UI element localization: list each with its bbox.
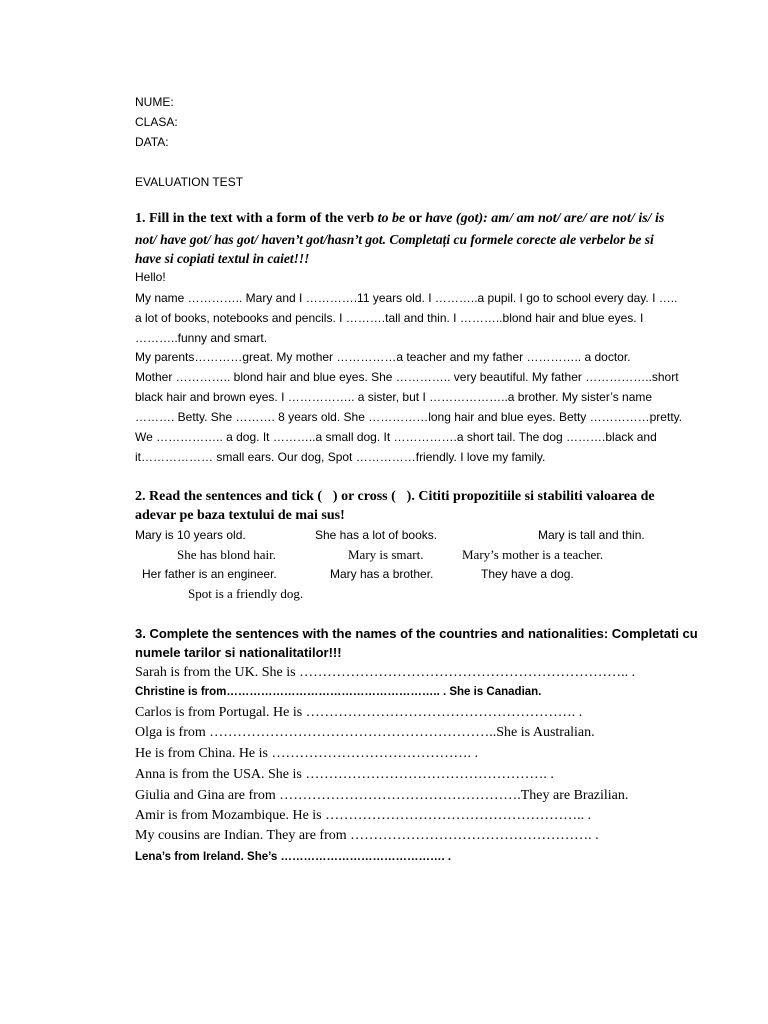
passage-line: it……………… small ears. Our dog, Spot ……………friendly. I love my family. — [135, 450, 546, 464]
s1-l1b: to be — [377, 211, 406, 226]
exercise-item: Carlos is from Portugal. He is …………………………………………………. . — [135, 705, 583, 720]
statement-5: Mary is smart. — [348, 547, 424, 562]
statement-10: Spot is a friendly dog. — [188, 586, 304, 601]
passage-line: Mother ………….. blond hair and blue eyes. She ………….. very beautiful. My father ……………..short — [135, 370, 679, 384]
passage-line: We …………….. a dog. It ………..a small dog. It …………….a short tail. The dog ……….black and — [135, 430, 657, 444]
s1-l1c: or — [405, 211, 426, 226]
statement-2: She has a lot of books. — [315, 528, 438, 542]
statement-3: Mary is tall and thin. — [538, 528, 645, 542]
passage-line: ………..funny and smart. — [135, 331, 268, 345]
statement-7: Her father is an engineer. — [142, 567, 277, 581]
statement-9: They have a dog. — [481, 567, 574, 581]
statement-1: Mary is 10 years old. — [135, 528, 246, 542]
exercise-item: Sarah is from the UK. She is …………………………………………………………….. . — [135, 665, 636, 680]
exercise-item: Christine is from……………………………………………….. . She is Canadian. — [135, 686, 542, 698]
section2-instruction-line1: 2. Read the sentences and tick ( ) or cross ( ). Cititi propozitiile si stabiliti valoarea de — [135, 489, 655, 504]
exercise-item: Anna is from the USA. She is ……………………………………………. . — [135, 767, 554, 782]
test-title: EVALUATION TEST — [135, 175, 244, 189]
passage-line: a lot of books, notebooks and pencils. I ……….tall and thin. I ………..blond hair and blue eyes. I — [135, 311, 644, 325]
section1-instruction-line1 — [135, 212, 664, 226]
class-label: CLASA: — [135, 115, 178, 129]
section3-instruction-line2: numele tarilor si nationalitatilor!!! — [135, 645, 342, 660]
section1-instruction-line2: not/ have got/ has got/ haven’t got/hasn’t got. Completați cu formele corecte ale verbelor be si — [135, 232, 654, 247]
passage-line: My name ………….. Mary and I ………….11 years old. I ………..a pupil. I go to school every day. I ….. — [135, 291, 678, 305]
section2-instruction-line2: adevar pe baza textului de mai sus! — [135, 508, 345, 523]
passage-line: ………. Betty. She ………. 8 years old. She ……………long hair and blue eyes. Betty ……………pretty. — [135, 410, 683, 424]
s1-l1e: : am/ am not/ are/ are not/ is/ is — [483, 211, 665, 226]
date-label: DATA: — [135, 135, 169, 149]
exercise-item: Amir is from Mozambique. He is ……………………………………………….. . — [135, 808, 592, 823]
exercise-item: Lena’s from Ireland. She’s ……………………………………. . — [135, 851, 452, 863]
name-label: NUME: — [135, 95, 174, 109]
s1-l1a: 1. Fill in the text with a form of the verb — [135, 211, 378, 226]
passage-line: My parents…………great. My mother ……………a teacher and my father ………….. a doctor. — [135, 350, 631, 364]
passage-line: black hair and brown eyes. I …………….. a sister, but I ………………..a brother. My sister’s name — [135, 390, 653, 404]
statement-6: Mary’s mother is a teacher. — [462, 547, 604, 562]
exercise-item: He is from China. He is ……………………………………. . — [135, 746, 478, 761]
s1-l1d: have (got) — [425, 211, 484, 226]
hello-text: Hello! — [135, 270, 166, 284]
statement-8: Mary has a brother. — [330, 567, 434, 581]
exercise-item: Giulia and Gina are from …………………………………………….They are Brazilian. — [135, 788, 629, 803]
section1-instruction-line3: have si copiati textul in caiet!!! — [135, 251, 310, 266]
exercise-item: Olga is from ……………………………………………………..She is Australian. — [135, 725, 595, 740]
exercise-item: My cousins are Indian. They are from ……………………………………………. . — [135, 828, 599, 843]
statement-4: She has blond hair. — [177, 547, 276, 562]
section3-instruction-line1: 3. Complete the sentences with the names of the countries and nationalities: Completati cu — [135, 626, 698, 641]
